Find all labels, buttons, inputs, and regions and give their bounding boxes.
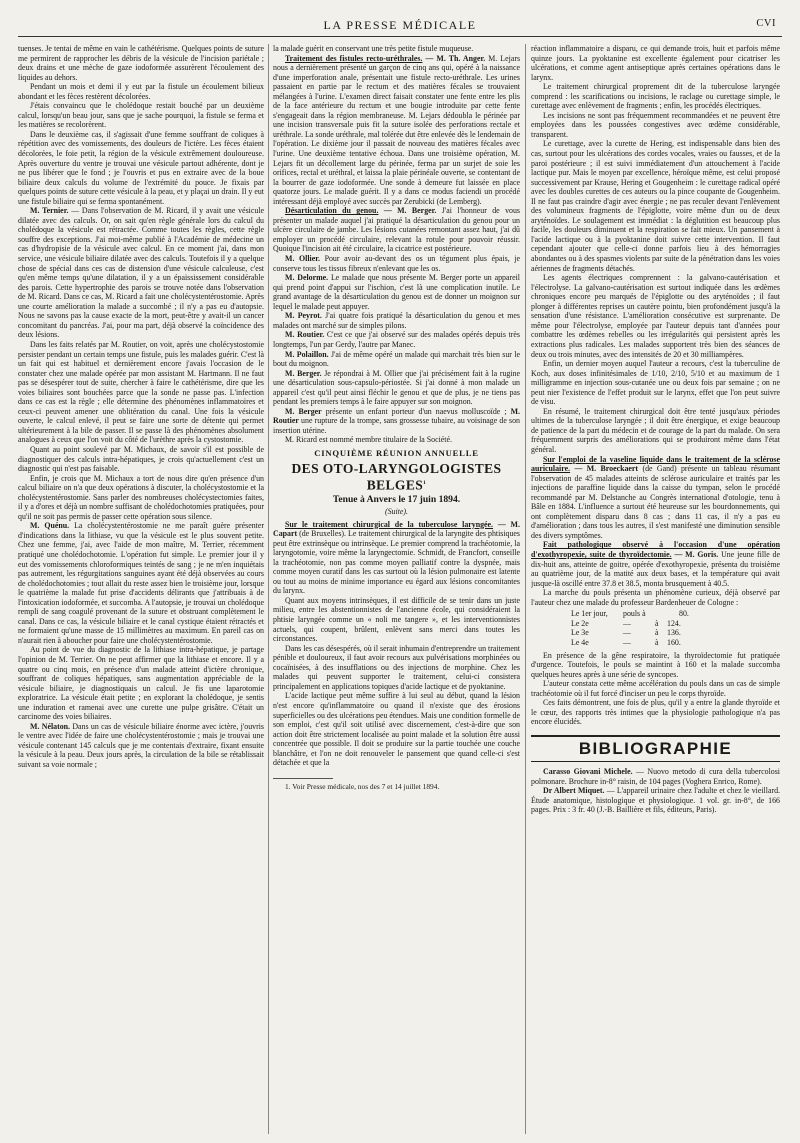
pulse-value: 124.: [667, 618, 681, 628]
footnote-rule: [273, 778, 333, 779]
speaker-name: — M. Th. Anger.: [425, 53, 486, 63]
paragraph: [531, 139, 780, 273]
pulse-separator: pouls à: [623, 609, 646, 619]
paragraph-text: Les agents électriques comprennent : la galvano-cautérisation et l'électrolyse. La galvano-cautérisation est surtout indiquée dans les œdèmes chroniques encore peu marqués de l'épiglotte ou des aryténoïdes ; il faut plonger à différentes reprises un cautère pointu, bien profondément jusqu'à la sensation d'une résistance. L'amélioration consécutive est surprenante. De même pour l'électrolyse, employée par l'auteur depuis tant d'années pour combattre les œdèmes rebelles ou les irrégularités qui persistent après les extractions plus radicales. Les malades supportent très bien des séances de deux ou trois minutes, avec des intensités de 20 et 30 milliampères.: [531, 273, 780, 359]
pulse-row: [571, 619, 780, 629]
paragraph-text: M. Lejars nous a dernièrement présenté un garçon de cinq ans qui, opéré à la naissance d'une imperforation anale, présentait une fistule recto-uréthrale. Les urines passaient en partie par le rectum et des matières fécales se trouvaient mélangées à l'urine. L'examen direct faisait constater une fente entre les plis de la face antérieure du rectum et une bougie introduite par cette fente s'engageait dans la région membraneuse. M. Lejars dédoubla le périnée par une incision transversale puis fit la suture isolée des perforations rectale et uréthrale. La sonde uréthrale, mal tolérée dut être enlevée dès le lendemain de l'opération. Le dixième jour il passait de nouveau des matières fécales avec l'urine. Une deuxième tentative échoua. Dans une troisième opération, M. Lejars fit un décollement large du périnée, ferma par un surjet de soie les orifices, rectal et uréthral, et laissa la plaie périnéale ouverte, se contentant de la bourrer de gaze iodoformée. Une sonde à demeure fut laissée en place quatorze jours. Le malade guérit. Il y a dans ce modus faciendi un procédé intéressant déjà employé avec succès par Zerubicki (de Lemberg).: [273, 53, 520, 206]
paragraph: [273, 350, 520, 369]
speaker-name: — M. Broeckaert: [574, 464, 639, 474]
paragraph-text: Dans un cas de vésicule biliaire énorme avec ictère, j'ouvris le ventre avec l'idée de faire une cholécystentérostomie ; mais je trouvai une vésicule contenant 145 calculs que je me contentais d'extraire, fixant ensuite la vésicule à la peau. Deux jours après, la circulation de la bile se rétablissait suivant sa voie normale ;: [18, 721, 264, 770]
column-left: [18, 44, 264, 1140]
paragraph: [18, 474, 264, 522]
paragraph-text: La cholécystentérostomie ne me paraît guère présenter d'indications dans la lithiase, vu que la vésicule est le plus souvent petite. Chez une femme, j'ai, avec l'aide de mon maître, M. Terrier, récemment pratiqué une cholédochotomie. L'opération fut simple. Le premier jour il y eut des vomissements chloroformiques teintés de sang ; je ne m'en inquiétais pas autrement, les régurgitations sanguines ayant été déjà observées au cours de cholédochotomies ; tout allait du reste assez bien le troisième jour, lorsque le quatrième la malade fut prise d'accidents délirants que j'attribuais à de l'intoxication iodoformée, et succomba. A l'autopsie, je trouvai un cholédoque rempli de sang coagulé provenant de la suture et obstruant complètement le canal. Dans ce cas, la vésicule biliaire et le canal cystique étaient rétractés et ne formaient qu'une masse de 15 millimètres au maximum. En pareil cas on n'aurait rien à aboucher pour faire une cholécystentérostomie.: [18, 521, 264, 645]
paragraph-text: une rupture de la trompe, sans grossesse tubaire, au voisinage de son insertion utérine.: [273, 416, 520, 435]
paragraph-text: Ces faits démontrent, une fois de plus, qu'il y a entre la glande thyroïde et le cœur, des rapports très intimes que la physiologie pathologique n'a pas encore élucidés.: [531, 698, 780, 727]
pulse-value: 160.: [667, 638, 681, 648]
paragraph-text: Le malade que nous présente M. Berger porte un appareil qui prend point d'appui sur l'ischion, c'est là une complication inutile. Le grand avantage de la désarticulation du genou est de donner un moignon sur lequel le malade peut appuyer.: [273, 273, 520, 311]
paragraph-text: tuenses. Je tentai de même en vain le cathétérisme. Quelques points de suture me permirent de rapprocher les débris de la vésicule de l'incision pariétale ; deux drains et une mèche de gaze iodoformée assurèrent l'écoulement des liquides au dehors.: [18, 44, 264, 82]
speaker-name: M. Polaillon.: [285, 349, 329, 359]
paragraph: [531, 540, 780, 588]
column-divider: [525, 44, 526, 1134]
bibliography-author: Carasso Giovani Michele.: [543, 767, 633, 777]
speaker-name: M. Berger.: [285, 368, 322, 378]
paragraph: [273, 254, 520, 273]
paragraph: [273, 691, 520, 767]
paragraph: [531, 82, 780, 111]
paragraph-text: J'étais convaincu que le cholédoque restait bouché par un deuxième calcul, lorsqu'un beau jour, sans que je sache pourquoi, la fistule se ferma et les matières se recolorèrent.: [18, 101, 264, 130]
paragraph-text: la malade guérit en conservant une très petite fistule muqueuse.: [273, 44, 474, 53]
paragraph: [273, 435, 520, 445]
paragraph: [273, 273, 520, 311]
paragraph: [18, 340, 264, 445]
pulse-day: Le 1er jour,: [571, 609, 608, 619]
column-right: [531, 44, 780, 1140]
paragraph: [18, 645, 264, 721]
section-subtitle: Tenue à Anvers le 17 juin 1894.: [332, 494, 461, 506]
paragraph-heading: Fait pathologique observé à l'occasion d'une opération d'exothyropexie, suite de thyroïdectomie.: [531, 540, 780, 559]
paragraph: [18, 101, 264, 130]
paragraph-text: Dans les faits relatés par M. Routier, on voit, après une cholécystostomie persister pendant un certain temps une fistule, puis les malades guérir. C'est là un fait qui est habituel et dernièrement encore j'avais l'occasion de le constater chez une malade opérée par mon assistant M. Hartmann. Il ne faut pas se désespérer tout de suite, chercher à faire le cathétérisme, dire que les voies biliaires sont bouchées parce que la sonde ne passe pas. L'infection dans ce cas est la règle ; elle détermine des phénomènes inflammatoires et ceux-ci peuvent amener une oblitération du canal. Une fois la vésicule ouverte, le calcul enlevé, il peut se faire une sorte de détente qui permet ultérieurement à la bile de passer. Il se passe là des phénomènes absolument analogues à ceux que l'on voit du côté de l'urèthre après la cystostomie.: [18, 339, 264, 445]
paragraph-heading: Sur l'emploi de la vaseline liquide dans le traitement de la sclérose auriculaire.: [531, 454, 780, 474]
paragraph: [273, 644, 520, 692]
footnote-mark: 1: [423, 479, 427, 486]
paragraph: [531, 407, 780, 455]
running-title: LA PRESSE MÉDICALE: [323, 18, 477, 32]
section-label: CINQUIÈME RÉUNION ANNUELLE: [314, 447, 479, 458]
paragraph-text: J'ai de même opéré un malade qui marchait très bien sur le bout du moignon.: [273, 349, 520, 369]
paragraph: [18, 722, 264, 770]
pulse-table: [571, 609, 780, 647]
paragraph: [273, 330, 520, 349]
speaker-name: M. Berger: [285, 406, 322, 416]
speaker-name: M. Delorme.: [285, 273, 329, 283]
pulse-separator: —: [623, 638, 631, 648]
paragraph: [273, 206, 520, 254]
header-rule: [18, 36, 782, 37]
paragraph-text: Dans les cas désespérés, où il serait inhumain d'entreprendre un traitement pénible et douloureux, il faut avoir recours aux pulvérisations morphinées ou cocaïnisées, à des insufflations ou des injections de morphine. Chez les malades qui peuvent supporter le traitement, celui-ci consistera principalement en applications topiques d'acide lactique et de pyoktanine.: [273, 643, 520, 691]
speaker-name: M. Nélaton.: [30, 721, 71, 731]
paragraph: [531, 651, 780, 680]
paragraph-text: — Dans l'observation de M. Ricard, il y avait une vésicule dilatée avec des calculs. Or, on sait qu'en règle générale lors du calcul du cholédoque la vésicule est rétractée. Comme toutes les règles, cette règle souffre des exceptions. J'ai moi-même publié à l'Académie de médecine un cas d'hydropisie de la vésicule avec calcul. En ce moment j'ai, dans mon service, une vésicule biliaire dilatée avec des calculs. Toutefois il y a quelque chose de spécial dans ces cas de distension d'une vésicule calculeuse, c'est qu'en même temps qu'une dilatation, il y a un épaississement considérable des parois. Cette hypertrophie des parois se trouve notée dans l'observation de M. Ricard. Dans ce cas, M. Ricard a fait une cholécystentérostomie. Après une courte amélioration la malade a succombé ; il n'y a pas eu d'autopsie. Nous ne savons pas la cause exacte de la mort, peut-être y avait-il un cancer concomitant du pancréas. J'ai, pour ma part, déjà observé la coïncidence des deux lésions.: [18, 206, 264, 340]
paragraph-heading: Sur le traitement chirurgical de la tuberculose laryngée.: [285, 519, 494, 529]
paragraph-text: (de Bruxelles). Le traitement chirurgical de la laryngite des phtisiques peut être extrinsèque ou intrinsèque. Le premier comprend la trachéotomie, la laryngotomie, voire même la laryngectomie. Schmidt, de Francfort, conseille la trachéotomie, non pas comme moyen palliatif contre la dyspnée, mais comme moyen curatif dans les cas surtout où la lésion pulmonaire est latente ou tout au moins de minime importance eu égard aux lésions concomitantes du larynx.: [273, 529, 520, 596]
paragraph-text: Je répondrai à M. Ollier que j'ai précisément fait à la rugine une désarticulation sous-capsulo-périostée. Si j'ai donné à mon malade un appareil c'est qu'il peut ainsi fléchir le genou et que de plus, je ne tiens pas pendant les premiers temps à le faire appuyer sur son moignon.: [273, 368, 520, 407]
paragraph: [18, 82, 264, 101]
paragraph-text: M. Ricard est nommé membre titulaire de la Société.: [285, 435, 452, 445]
section-title: [273, 461, 520, 493]
paragraph: [273, 54, 520, 207]
bibliography-author: Dr Albert Miquet.: [543, 786, 605, 796]
paragraph: [273, 44, 520, 54]
paragraph-text: En résumé, le traitement chirurgical doit être tenté jusqu'aux périodes ultimes de la tuberculose laryngée ; il doit être énergique, et exige beaucoup de patience de la part du médecin et de courage de la part du malade. On sera fréquemment surpris des améliorations qui se produiront même dans l'état général.: [531, 406, 780, 454]
paragraph-text: Quant aux moyens intrinsèques, il est difficile de se tenir dans un juste milieu, entre les abstentionnistes de l'ancienne école, qui considéraient la phtisie laryngée comme un « noli me tangere », et les interventionnistes actuels, qui coupent, brûlent, enlèvent sans merci dans toutes les circonstances.: [273, 595, 520, 644]
paragraph-text: C'est ce que j'ai observé sur des malades opérés depuis très longtemps, l'un par Gerdy, l'autre par Manec.: [273, 330, 520, 349]
pulse-row: [571, 638, 780, 648]
paragraph-text: En présence de la gêne respiratoire, la thyroïdectomie fut pratiquée d'urgence. Toutefois, le pouls se maintint à 160 et la malade succomba quelques heures après à une série de syncopes.: [531, 650, 780, 679]
paragraph: [531, 44, 780, 82]
paragraph: [531, 111, 780, 140]
pulse-day: Le 2e: [571, 618, 589, 628]
paragraph-text: J'ai quatre fois pratiqué la désarticulation du genou et mes malades ont marché sur de simples pilons.: [273, 311, 520, 330]
pulse-value: 136.: [667, 628, 681, 638]
paragraph-text: Une jeune fille de dix-huit ans, atteinte de goitre, opérée d'exothyropexie, présenta du troisième au quatrième jour, de la matité aux deux bases, et la température qui avait jusque-là oscillé entre 37.8 et 38.5, monta brusquement à 40.5.: [531, 549, 780, 588]
paragraph: [273, 407, 520, 436]
bibliography-entry: [531, 767, 780, 786]
paragraph-text: Enfin, je crois que M. Michaux a tort de nous dire qu'en présence d'un calcul biliaire on n'a que deux opérations à discuter, la cholécystostomie et la cholécystentérostomie. Sans parler des nombreuses cholécystectomies faites, il y a d'ores et déjà un nombre suffisant de cholédochotomies pratiquées, pour qu'il ne soit pas permis de passer cette opération sous silence.: [18, 473, 264, 521]
paragraph-text: La marche du pouls présenta un phénomène curieux, déjà observé par l'auteur chez une malade du professeur Bardenheuer de Cologne :: [531, 588, 780, 607]
speaker-name: M. Ollier.: [285, 254, 320, 264]
paragraph-text: Dans le deuxième cas, il s'agissait d'une femme souffrant de coliques à répétition avec des vomissements, des douleurs de l'ictère. Les fèces étaient décolorées, le foie petit, la région de la vésicule extrêmement douloureuse. Après ouverture du ventre je trouvai une vésicule partout adhérente, dont je ne pus libérer que le fond ; je l'ouvris et pus en extraire avec de la boue biliaire deux calculs du volume de l'extrémité du pouce. Je fixais par quelques points de suture cette vésicule à la peau, et y plaçai un drain. Il y eut une fistule biliaire qui se ferma spontanément.: [18, 129, 264, 206]
paragraph: [18, 130, 264, 206]
paragraph-text: J'ai l'honneur de vous présenter un malade auquel j'ai pratiqué la désarticulation du genou pour un ulcère circulaire de jambe. Les lésions cutanées remontant assez haut, j'ai dû employer un procédé circulaire, relevant la rotule pour pouvoir réussir. Quoique l'incision ait été circulaire, la cicatrice est postérieure.: [273, 206, 520, 254]
bibliography-text: — L'appareil urinaire chez l'adulte et chez le vieillard. Étude anatomique, histologique et physiologique. 1 vol. gr. in-8°, de 166 pages. Prix : 3 fr. 40 (J.-B. Baillière et fils, éditeurs, Paris).: [531, 786, 780, 815]
paragraph: [18, 445, 264, 474]
running-head: [20, 18, 780, 32]
bibliography-text: — Nuovo metodo di cura della tubercolosi polmonare. Brochure in-8° raisin, de 104 pages (Voghera Enrico, Rome).: [531, 767, 780, 786]
footnote: 1. Voir Presse médicale, nos des 7 et 14 juillet 1894.: [285, 781, 440, 791]
paragraph: [18, 206, 264, 340]
paragraph-text: L'auteur constata cette même accélération du pouls dans un cas de simple trachéotomie où il fut forcé d'inciser un peu le corps thyroïde.: [531, 679, 780, 698]
paragraph: [273, 311, 520, 330]
paragraph-text: Le curettage, avec la curette de Hering, est indispensable dans bien des cas, surtout pour les ulcérations des cordes vocales, vraies ou fausses, et de la paroi postérieure ; il est suivi immédiatement d'un attouchement à l'acide lactique pur. Mais le moyen par excellence, héroïque même, est celui proposé successivement par Krause, Hering et Gougenheim : le curettage radical opéré avec les doubles curettes de ces auteurs ou la pince coupante de Gougenheim. Il ne faut pas craindre d'agir avec énergie ; ne pas reculer devant l'enlèvement des volumineux fragments de l'épiglotte, voire même d'un ou de deux aryténoïdes. Le soulagement est immédiat : la déglutition est beaucoup plus facile, les douleurs diminuent et la respiration se fait mieux. Un pansement à l'acide lactique ou à la pyoktanine doit suivre cette intervention. Il faut cependant ajouter que celle-ci donne parfois lieu à des hémorragies abondantes ou à des spasmes violents par suite de la pénétration dans les voies aériennes de fragments détachés.: [531, 139, 780, 273]
pulse-value: 80.: [679, 609, 689, 619]
paragraph: [531, 455, 780, 541]
speaker-name: M. Routier.: [285, 330, 325, 340]
bibliography-header: [531, 735, 780, 762]
paragraph-heading: Désarticulation du genou.: [285, 206, 379, 216]
paragraph-text: Pendant un mois et demi il y eut par la fistule un écoulement bilieux abondant et les fèces restèrent décolorées.: [18, 82, 264, 101]
pulse-row: [571, 628, 780, 638]
bibliography-title: BIBLIOGRAPHIE: [578, 739, 733, 759]
paragraph-heading: Traitement des fistules recto-uréthrales.: [285, 53, 423, 63]
continuation-note: (Suite).: [384, 507, 408, 517]
paragraph: [531, 273, 780, 359]
paragraph-text: Au point de vue du diagnostic de la lithiase intra-hépatique, je partage l'opinion de M. Terrier. On ne peut affirmer que la lithiase et encore. Il y a quatre ou cinq mois, en présence d'un malade atteint d'ictère chronique, souffrant de coliques hépatiques, sans augmentation appréciable de la vésicule biliaire, je diagnostiquais un calcul. Je fis une laparotomie exploratrice. La vésicule était petite ; en explorant la cholédoque, je sentis une induration et ramenai avec une curette une pulpe grisâtre. C'était un carcinome des voies biliaires.: [18, 645, 264, 722]
pulse-day: Le 3e: [571, 628, 589, 638]
paragraph: [18, 521, 264, 645]
pulse-prep: à: [655, 628, 659, 638]
paragraph-text: Enfin, un dernier moyen auquel l'auteur a recours, c'est la tuberculine de Koch, aux doses infinitésimales de 1/10, 2/10, 5/10 et au maximum de 1 milligramme en injection sous-cutanée une ou deux fois par semaine ; on ne peut nier l'existence de l'effet produit sur le larynx, effet que l'on peut suivre de visu.: [531, 359, 780, 407]
pulse-prep: à: [655, 618, 659, 628]
paragraph: [531, 588, 780, 607]
paragraph-text: réaction inflammatoire a disparu, ce qui demande trois, huit et parfois même quinze jours. La pyoktanine est excellente également pour cicatriser les ulcérations, et comme agent antiseptique après certaines opérations dans le larynx.: [531, 44, 780, 82]
pulse-prep: [667, 609, 679, 619]
speaker-name: M. Ternier.: [30, 206, 69, 216]
speaker-name: — M. Goris.: [674, 549, 719, 559]
paragraph: [531, 679, 780, 698]
paragraph-text: présente un enfant porteur d'un naevus molluscoïde ;: [325, 406, 507, 416]
page-number: CVI: [756, 18, 776, 29]
column-divider: [268, 44, 269, 1134]
pulse-row: [571, 609, 780, 619]
paragraph: [273, 596, 520, 644]
paragraph: [531, 359, 780, 407]
pulse-separator: —: [623, 618, 631, 628]
speaker-name: M. Peyrot.: [285, 311, 322, 321]
pulse-day: Le 4e: [571, 638, 589, 648]
paragraph: [273, 520, 520, 596]
paragraph-text: Pour avoir au-devant des os un tégument plus épais, je conserve tous les tissus fibreux n'enlevant que les os.: [273, 254, 520, 273]
pulse-prep: à: [655, 638, 659, 648]
pulse-separator: —: [623, 628, 631, 638]
section-title-text: DES OTO-LARYNGOLOGISTES BELGES: [291, 460, 502, 493]
speaker-name: — M. Berger.: [383, 206, 437, 216]
paragraph-text: Les incisions ne sont pas fréquemment recommandées et ne peuvent être employées dans les poussées congestives avec œdème considérable, transparent.: [531, 110, 780, 139]
speaker-name: M. Quénu.: [30, 521, 70, 531]
paragraph: [18, 44, 264, 82]
speaker-name: — M. Capart: [273, 519, 520, 539]
paragraph-text: Quant au point soulevé par M. Michaux, de savoir s'il est possible de diagnostiquer des calculs intra-hépatiques, je crois qu'actuellement c'est un diagnostic qui n'est pas faisable.: [18, 444, 264, 474]
column-middle: [273, 44, 520, 1140]
paragraph-text: (de Gand) présente un tableau résumant l'observation de 45 malades atteints de sclérose auriculaire et traités par les injections de paraffine liquide dans la caisse du tympan, selon le procédé recommandé par M. Delstanche au Congrès international d'otologie, tenu à Bâle en 1884. L'influence a surtout été heureuse sur les bourdonnements, qui ont complètement disparu dans 8 cas ; dans 11 cas, il n'y a pas eu d'amélioration ; dans tous les autres, il s'est manifesté une diminution sensible des divers symptômes.: [531, 464, 780, 540]
paragraph-text: Le traitement chirurgical proprement dit de la tuberculose laryngée comprend : les scarifications ou incisions, le raclage ou curettage simple, le curettage avec enlèvement de fragments ; enfin, les procédés électriques.: [531, 82, 780, 111]
paragraph: [531, 698, 780, 727]
bibliography-entry: [531, 786, 780, 815]
paragraph: [273, 369, 520, 407]
speaker-name: M. Routier: [273, 406, 520, 426]
paragraph-text: L'acide lactique peut même suffire à lui seul au début, quand la lésion n'est encore qu'inflammatoire ou quand il n'existe que des érosions superficielles ou des ulcérations peu étendues. Mais une condition formelle de son emploi, c'est qu'il soit utilisé avec discernement, c'est-à-dire que son action doit être strictement localisée au point malade et la solution être aussi concentrée que possible. Il doit se produire sur la partie touchée une couche blanchâtre, et l'on ne doit renouveler le pansement que quand celle-ci s'est détachée et que la: [273, 691, 520, 768]
